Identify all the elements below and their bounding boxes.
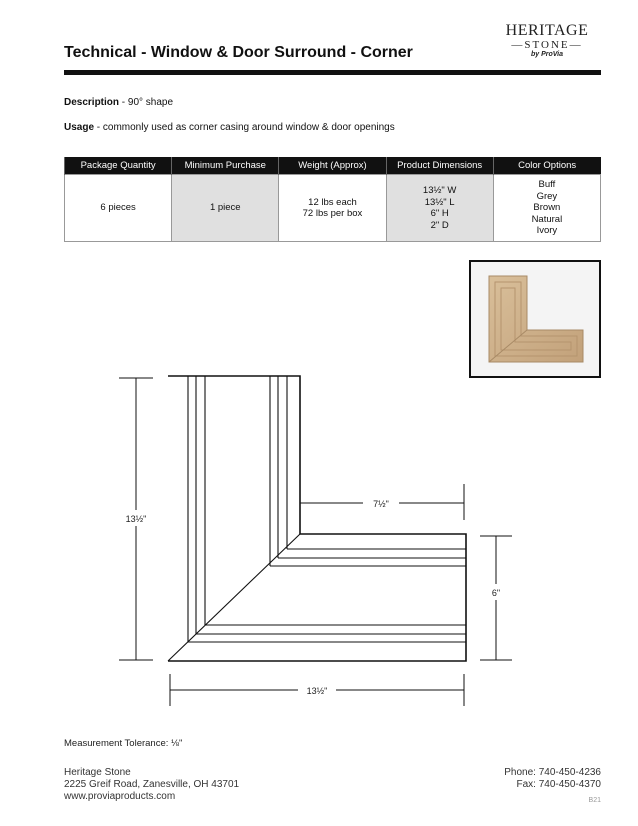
logo-wordmark-heritage: HERITAGE [505, 22, 589, 39]
dimension-depth: 2" D [430, 219, 449, 231]
header-dimensions: Product Dimensions [386, 157, 493, 175]
footer-street: 2225 Greif Road, Zanesville, OH 43701 [64, 779, 240, 790]
color-buff: Buff [538, 179, 556, 191]
footer-company: Heritage Stone [64, 767, 131, 778]
header-minimum-purchase: Minimum Purchase [172, 157, 279, 175]
color-grey: Grey [536, 190, 558, 202]
usage-label: Usage [64, 122, 95, 133]
color-brown: Brown [533, 202, 561, 214]
dimension-height: 6" H [430, 208, 449, 219]
page-code: B21 [588, 797, 601, 804]
usage-text: - commonly used as corner casing around window & door openings [94, 122, 395, 133]
corner-profile-moldings [168, 376, 466, 661]
footer-fax: Fax: 740-450-4370 [516, 779, 601, 790]
logo-wordmark-stone: —STONE— [511, 39, 583, 51]
footer-address [64, 767, 239, 803]
description-label: Description [64, 97, 120, 108]
logo-provia: by ProVia [530, 51, 564, 58]
footer-website-link[interactable]: www.proviaproducts.com [64, 791, 176, 802]
dimension-height-label: 13½" [125, 514, 147, 524]
dimension-width-label: 13½" [306, 686, 328, 696]
page-title: Technical - Window & Door Surround - Corner [64, 44, 413, 61]
cell-package-quantity: 6 pieces [65, 175, 172, 242]
description-text: - 90° shape [119, 97, 174, 108]
header-color-options: Color Options [493, 157, 600, 175]
header-package-quantity: Package Quantity [65, 157, 172, 175]
footer-phone: Phone: 740-450-4236 [504, 767, 601, 778]
color-natural: Natural [531, 213, 563, 225]
dimension-arm-label: 7½" [373, 499, 389, 509]
dimension-width: 13½" W [422, 185, 457, 196]
measurement-tolerance: Measurement Tolerance: ⅛" [64, 738, 183, 749]
color-ivory: Ivory [536, 225, 558, 237]
weight-box: 72 lbs per box [302, 208, 363, 219]
cell-minimum-purchase: 1 piece [172, 175, 279, 242]
header-weight: Weight (Approx) [279, 157, 386, 175]
dimension-leg-height-label: 6" [491, 588, 501, 598]
weight-each: 12 lbs each [308, 196, 357, 208]
dimension-length: 13½" L [424, 196, 455, 208]
footer-contact [504, 767, 601, 791]
